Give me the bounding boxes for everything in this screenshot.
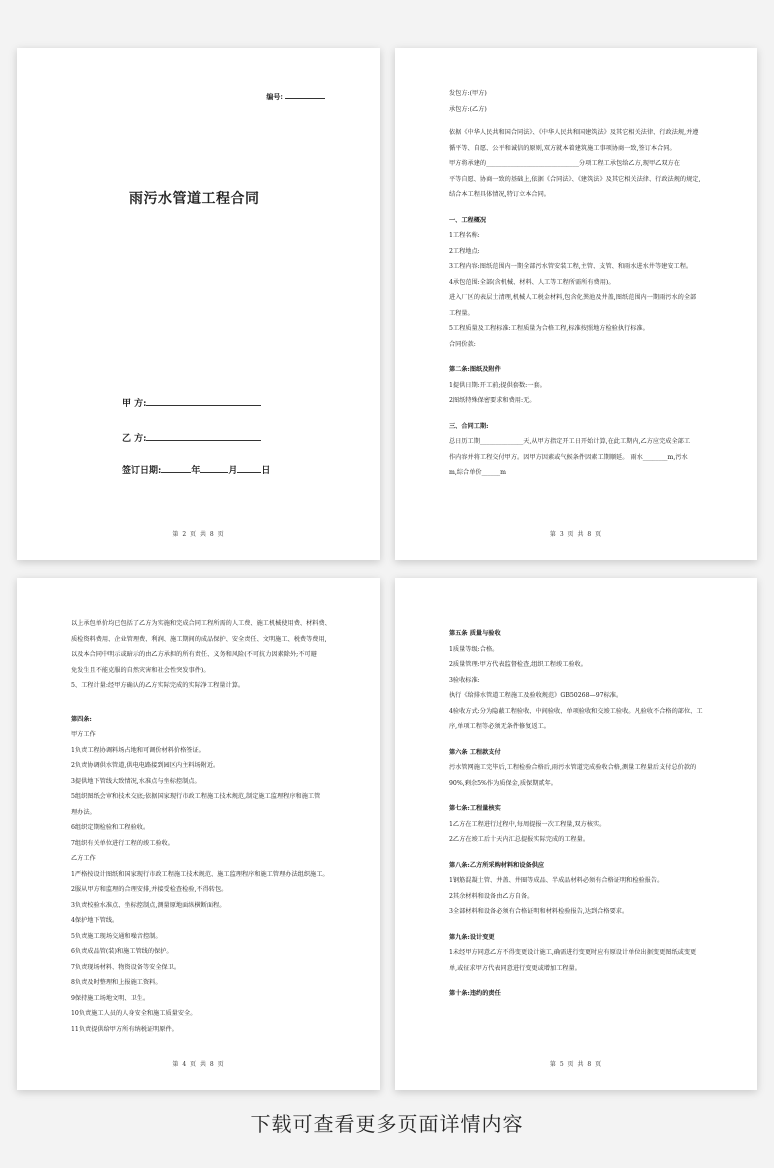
party-b-field [122,431,261,444]
text-line: 理办法。 [71,808,96,816]
section-heading: 第十条:违约的责任 [449,990,501,997]
text-line: 1工程名称: [449,232,480,239]
text-line: 质检资料费用、企业管理费、利润、施工期间的成品保护、安全责任、文明施工、税费等费用, [71,635,327,643]
text-line: 1负责工程协调料场占地和可调价材料价格签证。 [71,746,205,754]
text-line: 甲方将承建的______________________________分项工程工承包给乙方,现甲乙双方在 [449,160,680,167]
text-line: 6负责成品管(装)和施工管线的保护。 [71,948,173,955]
text-line: 总日历工期______________天,从甲方指定开工日开始计算,在此工期内,乙方应完成全部工 [449,438,691,445]
text-line: 平等自愿、协商一致的基础上,依据《合同法》、《建筑法》及其它相关法律、行政法规的规定, [449,175,701,183]
page-body [71,616,350,1037]
contract-page-3 [395,48,757,560]
text-line: 3提供地下管线大致情况,水准点与坐标控制点。 [71,777,201,785]
text-line: 2其余材料和设备由乙方自备。 [449,892,534,900]
section-heading: 第八条:乙方所采购材料和设备供应 [449,861,545,869]
day-blank [237,463,261,473]
text-line: 1未经甲方同意乙方不得变更设计施工,确需进行变更时应有原设计单位出据变更图纸或变更 [449,949,697,956]
contract-number-blank [285,91,325,99]
text-line: 以上承包单价均已包括了乙方为实施和完成合同工程所需的人工费、施工机械使用费、材料费、 [71,620,331,627]
text-line: 合同价款: [449,340,476,348]
section-heading: 第六条 工程款支付 [449,748,501,756]
text-line: 2图纸特殊保密要求和费用:无。 [449,397,536,404]
section-heading: 第五条 质量与验收 [449,630,501,637]
contract-title: 雨污水管道工程合同 [129,191,260,207]
text-line: 2乙方在竣工后十天内汇总提报实际完成的工程量。 [449,836,590,843]
sign-date-label: 签订日期: [122,466,162,476]
page-number: 第 2 页 共 8 页 [172,531,225,538]
text-line: 1质量等级:合格。 [449,645,499,653]
spacer [71,694,350,702]
page-body [449,86,727,481]
year-label: 年 [191,466,201,476]
text-line: 7负责现场材料、物资设备等安全保卫。 [71,963,181,971]
text-line: 5负责施工现场交通和噪音控制。 [71,932,162,940]
party-a-field [122,396,261,409]
text-line: 发包方:(甲方) [449,90,487,97]
text-line: 1严格按设计图纸和国家现行市政工程施工技术规范、施工监理程序和施工管理办法组织施工。 [71,870,329,878]
text-line: 1提供日期:开工前;提供套数:一套。 [449,381,546,389]
text-line: 4验收方式:分为隐蔽工程验收、中间验收、单项验收和交竣工验收。凡验收不合格的部位、工 [449,707,703,715]
text-line: 2服从甲方和监理的合理安排,并接受检查检验,不得转包。 [71,886,228,893]
contract-page-4 [17,578,380,1090]
section-heading: 第四条: [71,715,92,723]
text-line: 5、工程计量:经甲方确认的乙方实际完成的实际净工程量计算。 [71,682,245,689]
party-a-blank [146,396,261,406]
text-line: 乙方工作 [71,855,96,862]
text-line: 3工程内容:图纸范围内一期全部污水管安装工程,主管、支管、和雨水进水井等建安工程。 [449,263,693,270]
page-number: 第 5 页 共 8 页 [549,1061,603,1068]
text-line: 4保护地下管线。 [71,917,119,924]
text-line: 承包方:(乙方) [449,105,487,113]
text-line: 执行《给排水管道工程施工及验收规范》GB50268—97标准。 [449,692,623,699]
text-line: 作内容并将工程交付甲方。因甲方因素或气候条件因素工期顺延。 雨水________m,污水 [449,453,688,461]
text-line: 工程量。 [449,309,474,317]
section-heading: 一、工程概况 [449,216,487,224]
page-number: 第 3 页 共 8 页 [549,531,603,538]
text-line: 2工程地点: [449,247,480,255]
text-line: 结合本工程具体情况,特订立本合同。 [449,191,550,198]
text-line: 免发生且不能克服的自然灾害和社会性突发事件)。 [71,666,210,674]
text-line: 3验收标准: [449,676,480,684]
page-number: 第 4 页 共 8 页 [172,1061,225,1068]
text-line: 1乙方在工程进行过程中,每周提报一次工程量,双方核实。 [449,820,606,828]
text-line: 4承包范围:全部(含机械、材料、人工等工程所需所有费用)。 [449,278,615,286]
text-line: 10负责施工人员的人身安全和施工质量安全。 [71,1010,197,1017]
text-line: 3全部材料和设备必须有合格证明和材料检验报告,达到合格要求。 [449,908,629,915]
section-heading: 第九条:设计变更 [449,933,495,941]
text-line: 单,或征求甲方代表同意进行变更或增加工程量。 [449,964,581,972]
page-body [449,616,727,1002]
party-b-blank [146,431,261,441]
month-blank [200,463,228,473]
section-heading: 第七条:工程量核实 [449,805,501,812]
text-line: 序,单项工程等必须无条件修复返工。 [449,723,550,730]
text-line: 5组织图纸会审和技术交底;依据国家现行市政工程施工技术规范,制定施工监理程序和施工管 [71,793,321,800]
contract-page-5 [395,578,757,1090]
text-line: m,综合单价______m [449,469,507,476]
text-line: 1钢筋混凝土管、井盖、井圈等成品、半成品材料必须有合格证明和检验报告。 [449,877,664,884]
cover-page [17,48,380,560]
section-heading: 三、合同工期: [449,422,489,430]
text-line: 8负责及时整理和上报施工资料。 [71,979,162,986]
text-line: 11负责提供给甲方所有纳税证明原件。 [71,1025,178,1033]
contract-number-label: 编号: [266,92,283,101]
party-a-label: 甲 方: [122,399,147,409]
text-line: 循平等、自愿、公平和诚信的原则,双方就本着建筑施工事项协商一致,签订本合同。 [449,144,676,152]
text-line: 3负责校验水准点、坐标控制点,测量原地面纵横断面程。 [71,901,226,909]
text-line: 2质量管理:甲方代表监督检查,组织工程竣工验收。 [449,661,587,668]
section-heading: 第二条:图纸及附件 [449,366,501,373]
month-label: 月 [228,466,238,476]
day-label: 日 [261,466,271,476]
text-line: 9保持施工场地文明、卫生。 [71,994,150,1002]
text-line: 污水管网施工完毕后,工程检验合格后,雨污水管道完成验收合格,测量工程量后支付总价款的 [449,764,697,771]
contract-number-field [266,91,325,102]
spacer [449,117,727,125]
year-blank [161,463,191,473]
party-b-label: 乙 方: [122,434,147,444]
text-line: 依据《中华人民共和国合同法》、《中华人民共和国建筑法》及其它相关法律、行政法规,并遵 [449,129,699,136]
download-more-link[interactable]: 下载可查看更多页面详情内容 [250,1112,524,1136]
text-line: 进入厂区的表层土清理,机械人工税金材料,包含化粪池及井盖,图纸范围内一期雨污水的全部 [449,294,697,301]
text-line: 90%,剩余5%作为质保金,质保期贰年。 [449,779,557,787]
text-line: 以及本合同中明示或暗示的由乙方承担的所有责任、义务和风险(不可抗力因素除外;不可避 [71,651,317,658]
text-line: 7组织有关单位进行工程的竣工验收。 [71,839,174,847]
sign-date-field [122,463,270,476]
text-line: 6组织定期检验和工程验收。 [71,824,150,831]
text-line: 甲方工作 [71,731,96,738]
text-line: 5工程质量及工程标准:工程质量为合格工程,标准按照地方检验执行标准。 [449,325,649,332]
text-line: 2负责协调供水管道,供电电路接到园区内主料场附近。 [71,762,220,769]
